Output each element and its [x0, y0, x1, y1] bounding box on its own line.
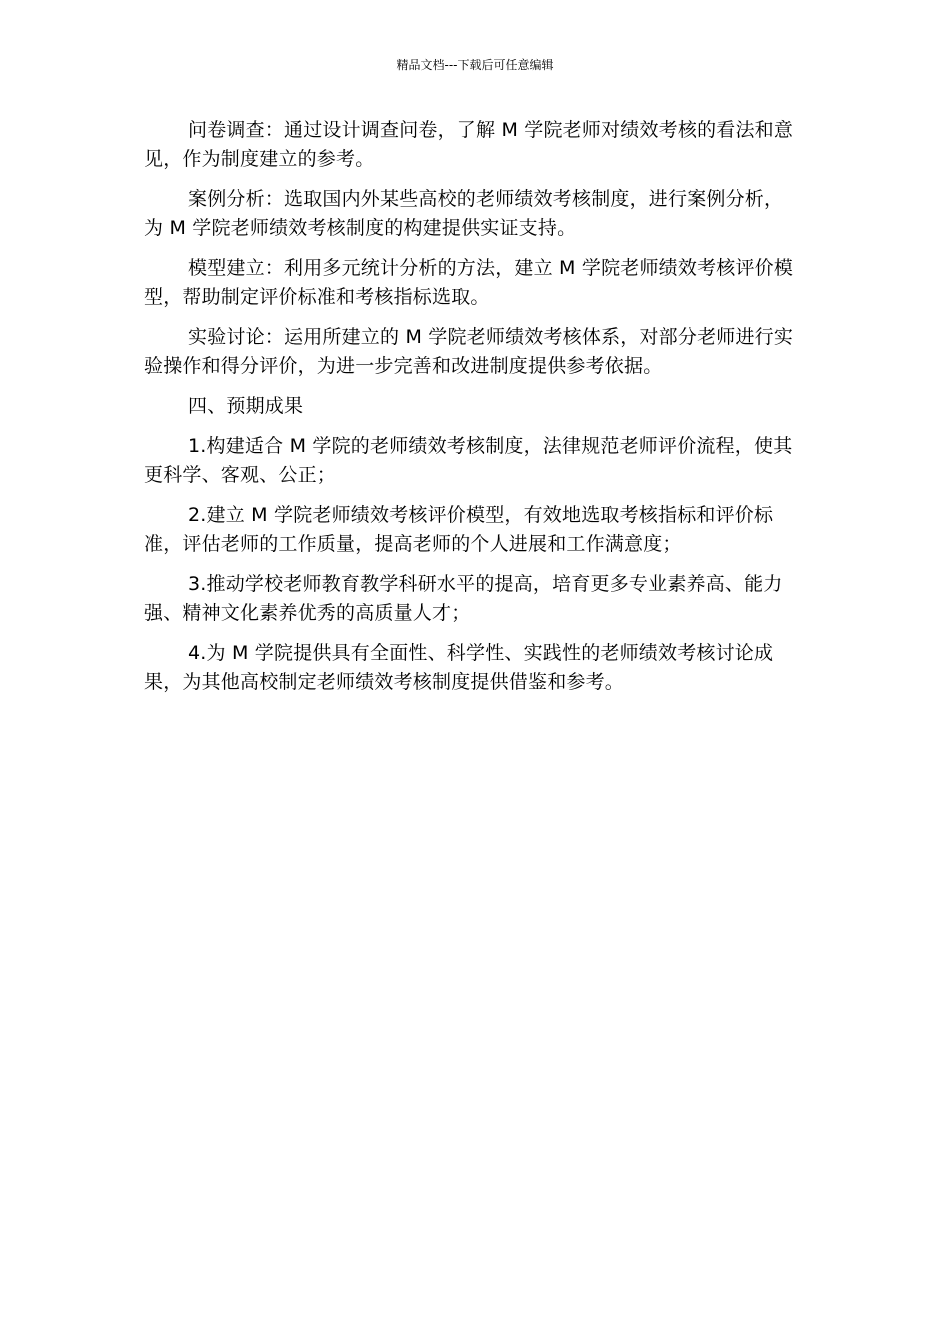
list-item-result-2: 2.建立 M 学院老师绩效考核评价模型，有效地选取考核指标和评价标准，评估老师的工作质量，提高老师的个人进展和工作满意度； [144, 504, 774, 555]
list-item-result-3: 3.推动学校老师教育教学科研水平的提高，培育更多专业素养高、能力强、精神文化素养优秀的高质量人才； [144, 573, 783, 624]
list-item-result-1: 1.构建适合 M 学院的老师绩效考核制度，法律规范老师评价流程，使其更科学、客观、公正； [144, 435, 793, 486]
paragraph-case-analysis: 案例分析：选取国内外某些高校的老师绩效考核制度，进行案例分析，为 M 学院老师绩效考核制度的构建提供实证支持。 [144, 188, 784, 239]
document-body [144, 116, 800, 708]
page-header: 精品文档---下载后可任意编辑 [396, 58, 554, 72]
list-item-result-4: 4.为 M 学院提供具有全面性、科学性、实践性的老师绩效考核讨论成果，为其他高校制定老师绩效考核制度提供借鉴和参考。 [144, 642, 774, 693]
paragraph-model-building: 模型建立：利用多元统计分析的方法，建立 M 学院老师绩效考核评价模型，帮助制定评价标准和考核指标选取。 [144, 257, 794, 308]
paragraph-questionnaire: 问卷调查：通过设计调查问卷，了解 M 学院老师对绩效考核的看法和意见，作为制度建立的参考。 [144, 119, 794, 170]
paragraph-experiment-discussion: 实验讨论：运用所建立的 M 学院老师绩效考核体系，对部分老师进行实验操作和得分评价，为进一步完善和改进制度提供参考依据。 [144, 326, 794, 377]
section-heading-expected-results: 四、预期成果 [188, 395, 304, 417]
